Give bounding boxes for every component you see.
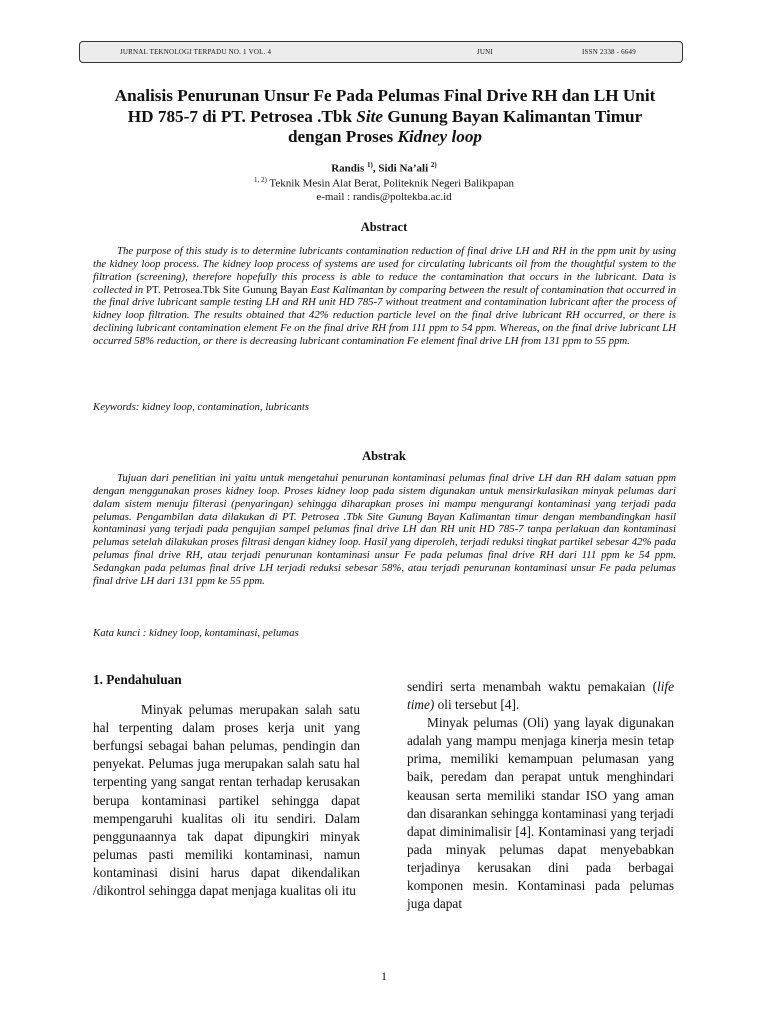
journal-header: [79, 41, 683, 63]
title-line-3-italic: Kidney loop: [397, 127, 483, 146]
author-list: [0, 161, 768, 175]
affiliation: [0, 176, 768, 190]
author-2-sup: 2): [430, 161, 437, 169]
issue-month: JUNI: [477, 48, 493, 56]
affiliation-sup: 1, 2): [254, 176, 267, 184]
kata-kunci: Kata kunci : kidney loop, kontaminasi, pelumas: [93, 627, 299, 639]
intro-paragraph-2: Minyak pelumas (Oli) yang layak digunakan adalah yang mampu menjaga kinerja mesin tetap prima, memiliki kemampuan pelumasan yang baik, peredam dan perapat untuk menghindari keausan serta memiliki standar ISO yang aman dan disarankan sehingga kontaminasi yang terjadi dapat diminimalisir [4]. Kontaminasi yang terjadi pada minyak pelumas dapat menyebabkan terjadinya kerusakan dini pada berbagai komponen mesin. Kontaminasi pada pelumas juga dapat: [407, 715, 674, 912]
abstrak-heading: Abstrak: [362, 449, 406, 463]
affiliation-text: Teknik Mesin Alat Berat, Politeknik Negeri Balikpapan: [266, 177, 514, 190]
title-line-2: [60, 107, 710, 128]
keywords: Keywords: kidney loop, contamination, lubricants: [93, 401, 310, 413]
title-line-3: [60, 127, 710, 148]
abstract-body: [93, 245, 676, 348]
paper-title: [60, 86, 710, 148]
author-1-sup: 1): [367, 161, 373, 169]
abstrak-body: Tujuan dari penelitian ini yaitu untuk mengetahui penurunan kontaminasi pelumas final drive LH dan RH dalam satuan ppm dengan menggunakan proses kidney loop. Proses kidney loop pada sistem digunakan untuk mensirkulasikan minyak pelumas dari dalam sistem menuju filterasi (penyaringan) sehingga diharapkan proses ini mampu mengurangi kontaminasi yang terjadi pada pelumas. Pengambilan data dilakukan di PT. Petrosea .Tbk Site Gunung Bayan Kalimantan timur dengan membandingkan hasil kontaminasi yang terjadi pada pengujian sampel pelumas final drive LH dan RH unit HD 785-7 tanpa perlakuan dan kontaminasi pelumas setelah dilakukan proses filtrasi dengan kidney loop. Hasil yang diperoleh, terjadi reduksi tingkat partikel sebesar 42% pada pelumas final drive RH, atau terjadi penurunan kontaminasi unsur Fe pada pelumas final drive RH dari 111 ppm ke 54 ppm. Sedangkan pada pelumas final drive LH terjadi reduksi sebesar 58%, atau terjadi penurunan kontaminasi unsur Fe pada pelumas final drive LH dari 131 ppm ke 55 ppm.: [93, 472, 676, 587]
abstract-body-part-b: East Kalimantan by comparing between the result of contamination that occurred in the final drive lubricant sample testing LH and RH unit HD 785-7 without treatment and contamination lubricant after the process of kidney loop filtration. The results obtained that 42% reduction particle level on the final drive lubricant RH occurred, or there is declining lubricant contamination element Fe on the final drive RH from 111 ppm to 54 ppm. Whereas, on the final drive lubricant LH occurred 58% reduction, or there is decreasing lubricant contamination Fe element final drive LH from 131 ppm to 55 ppm.: [93, 283, 676, 347]
continued-part-a: sendiri serta menambah waktu pemakaian (: [407, 679, 657, 694]
author-1: Randis: [331, 162, 367, 175]
journal-name: JURNAL TEKNOLOGI TERPADU NO. 1 VOL. 4: [120, 48, 272, 56]
title-line-2-italic: Site: [356, 106, 384, 126]
abstract-heading: Abstract: [360, 220, 408, 234]
abstract-body-upright: PT. Petrosea.Tbk Site Gunung Bayan: [146, 283, 308, 296]
intro-paragraph-1: Minyak pelumas merupakan salah satu hal terpenting dalam proses kerja unit yang berfungsi sebagai bahan pelumas, pendingin dan penyekat. Pelumas juga merupakan salah satu hal terpenting yang sangat rentan terhadap kerusakan berupa kontaminasi partikel sehingga dapat mempengaruhi kualitas oli itu sendiri. Dalam penggunaannya tak dapat dipungkiri minyak pelumas pasti memiliki kontaminasi, namun kontaminasi disini harus dapat dikendalikan /dikontrol sehingga dapat menjaga kualitas oli itu: [93, 702, 360, 899]
continued-part-b: oli tersebut [4].: [434, 697, 520, 713]
title-line-2-part-a: HD 785-7 di PT. Petrosea .Tbk: [127, 106, 357, 126]
title-line-1: Analisis Penurunan Unsur Fe Pada Pelumas Final Drive RH dan LH Unit: [114, 86, 656, 105]
left-column: [93, 671, 360, 900]
right-column: [407, 678, 674, 913]
issn: ISSN 2338 - 6649: [582, 48, 636, 56]
author-email: e-mail : randis@poltekba.ac.id: [316, 191, 452, 203]
author-separator: ,: [372, 162, 379, 175]
title-line-3-part-a: dengan Proses: [287, 127, 398, 146]
page-number: 1: [381, 969, 387, 983]
title-line-2-part-b: Gunung Bayan Kalimantan Timur: [383, 106, 643, 126]
section-heading: 1. Pendahuluan: [93, 672, 182, 687]
author-2: Sidi Na’ali: [378, 162, 431, 175]
intro-paragraph-continued: [407, 678, 674, 714]
abstract-body-part-a: The purpose of this study is to determine lubricants contamination reduction of final drive LH and RH in the ppm unit by using the kidney loop process. The kidney loop process of systems are used for circulating lubricants oil from the thoughtful system to the filtration (screening), therefore hopefully this process is able to reduce the contamination that occurs in the lubricant. Data is collected in: [93, 245, 676, 296]
continued-italic: life time): [407, 679, 674, 713]
